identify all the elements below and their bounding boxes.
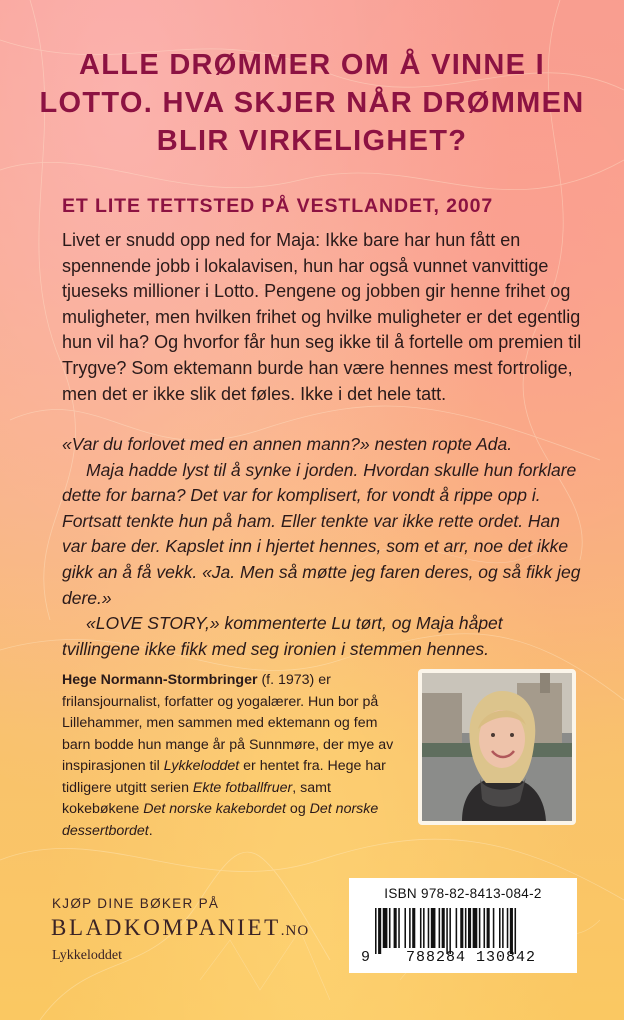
section-title: ET LITE TETTSTED PÅ VESTLANDET, 2007 [62, 195, 494, 217]
publisher-logo-tld: .NO [280, 923, 310, 939]
author-photo [418, 669, 576, 825]
store-tagline: KJØP DINE BØKER PÅ [52, 896, 220, 911]
book-title: Ekte fotballfruer [192, 779, 293, 796]
excerpt [62, 432, 582, 662]
book-title: Det norske dessertbordet [62, 801, 379, 839]
bio-text: og [285, 801, 310, 817]
imprint-title: Lykkeloddet [52, 948, 122, 963]
headline: ALLE DRØMMER OM Å VINNE I LOTTO. HVA SKJER NÅR DRØMMEN BLIR VIRKELIGHET? [39, 49, 585, 157]
excerpt-paragraph: «Var du forlovet med en annen mann?» nesten ropte Ada. [62, 434, 513, 454]
publisher-logo-text: BLADKOMPANIET [51, 915, 281, 940]
barcode-leading-digit: 9 [361, 949, 371, 966]
bio-text: er hentet fra. Hege har tidligere utgitt serien [62, 758, 386, 796]
excerpt-paragraph: «LOVE STORY,» kommenterte Lu tørt, og Maja håpet tvillingene ikke fikk med seg ironien i stemmen hennes. [62, 613, 503, 659]
blurb: Livet er snudd opp ned for Maja: Ikke bare har hun fått en spennende jobb i lokalavisen, hun har også vunnet vanvittige tjueseks millioner i Lotto. Pengene og jobben gir henne frihet og muligheter, men hvilken frihet og hvilke muligheter er det egentlig hun vil ha? Og hvorfor får hun seg ikke til å fortelle om premien til Trygve? Som ektemann burde han være hennes mest fortrolige, men det er ikke slik det føles. Ikke i det hele tatt. [62, 230, 582, 404]
book-title: Det norske kakebordet [143, 801, 286, 817]
barcode [349, 878, 577, 973]
excerpt-paragraph: Maja hadde lyst til å synke i jorden. Hvordan skulle hun forklare dette for barna? Det var for komplisert, for vondt å rippe opp i. Fortsatt tenkte hun på ham. Eller tenkte var ikke rette ordet. Han var bare der. Kapslet inn i hjertet hennes, som et arr, noe det ikke gikk an å få vekk. «Ja. Men så møtte jeg faren deres, og så fikk jeg dere.» [62, 459, 581, 608]
bio-text: (f. 1973) er frilansjournalist, forfatter og yogalærer. Hun bor på Lillehammer, men sammen med ektemann og fem barn bodde hun mange år på Sunnmøre, der mye av inspirasjonen til [62, 672, 394, 774]
publisher-logo [51, 915, 309, 941]
bio-text: . [148, 822, 153, 839]
book-title: Lykkeloddet [163, 758, 240, 774]
barcode-digits: 788284 130842 [405, 949, 537, 966]
bio-text: , samt kokebøkene [62, 779, 331, 817]
author-bio [62, 670, 404, 842]
isbn-label: ISBN 978-82-8413-084-2 [384, 886, 542, 901]
author-name: Hege Normann-Stormbringer [62, 672, 258, 688]
